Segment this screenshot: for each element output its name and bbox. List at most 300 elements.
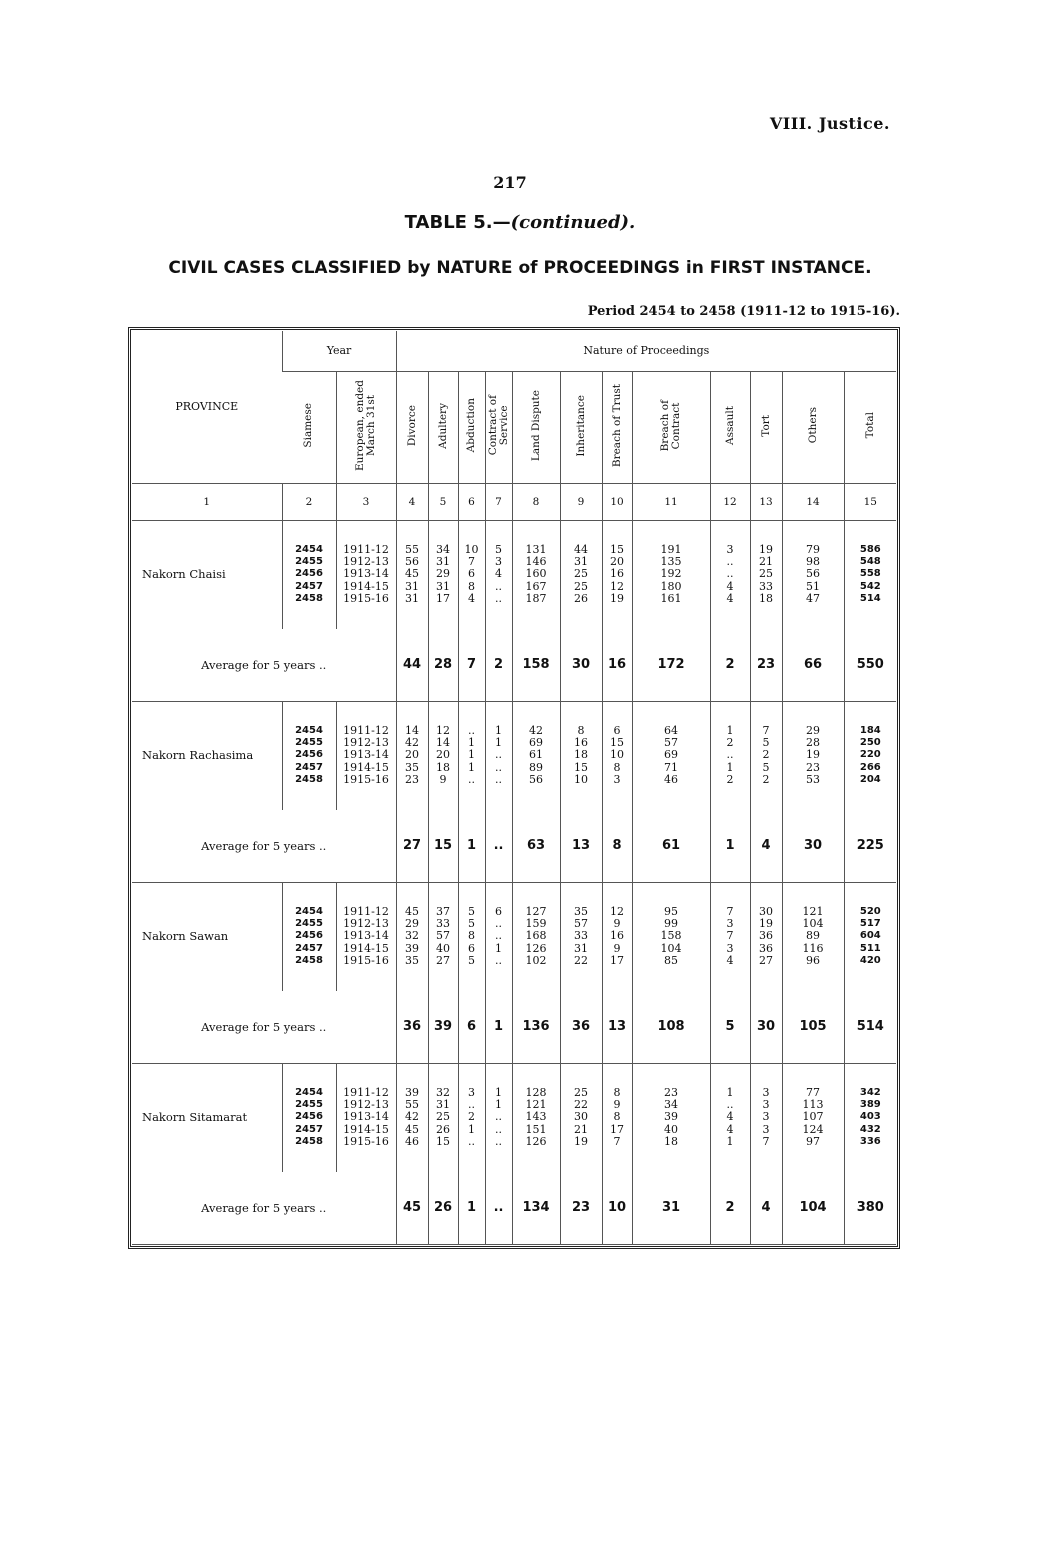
average-row [132,1172,896,1245]
cell-value: 31 [436,555,451,569]
average-value: 158 [512,629,560,702]
cell-value: 191 [660,542,682,556]
cell-value: 79 [806,542,821,556]
european-year-cell [336,701,396,810]
cell-value: 17 [436,591,451,605]
others-cell [782,1063,844,1172]
cell-value: 131 [525,542,547,556]
cell-value: 27 [436,953,451,967]
cell-value: 2455 [295,1099,323,1111]
col-number: 2 [282,483,336,520]
cell-value: 9 [613,941,621,955]
cell-value: 3 [726,941,734,955]
cell-value: 20 [610,555,625,569]
average-value: 104 [782,1172,844,1245]
average-value: 1 [485,991,512,1064]
assault-cell [710,520,750,629]
cell-value: 36 [759,929,774,943]
cell-value: 3 [726,917,734,931]
cell-value: 46 [664,772,679,786]
cell-value: 2457 [295,942,323,954]
cell-value: 2454 [295,724,323,736]
cell-value: 39 [405,1085,420,1099]
average-value: 28 [428,629,458,702]
average-value: 26 [428,1172,458,1245]
cell-value: 4 [495,567,503,581]
cell-value: 116 [802,941,824,955]
cell-value: .. [726,555,734,569]
cell-value: 17 [610,1122,625,1136]
cell-value: 45 [405,567,420,581]
cell-value: 23 [806,760,821,774]
average-value: 134 [512,1172,560,1245]
cell-value: 2456 [295,1111,323,1123]
breach-contract-cell [632,1063,710,1172]
cell-value: 604 [859,930,881,942]
others-cell [782,520,844,629]
average-value: 66 [782,629,844,702]
siamese-header: Siamese [282,371,336,483]
cell-value: 10 [464,542,479,556]
cell-value: 5 [762,736,770,750]
cell-value: 389 [859,1099,881,1111]
cell-value: 15 [436,1134,451,1148]
cell-value: 2457 [295,580,323,592]
cell-value: 1 [726,1085,734,1099]
col-number: 8 [512,483,560,520]
cell-value: 6 [495,904,503,918]
land-dispute-cell [512,1063,560,1172]
cell-value: 31 [436,1098,451,1112]
cell-value: 4 [726,1122,734,1136]
province-row [132,701,896,810]
average-value: 63 [512,810,560,883]
cell-value: 1911-12 [343,1085,389,1099]
average-value: 225 [844,810,896,883]
average-value: 1 [458,810,485,883]
cell-value: 5 [468,953,476,967]
cell-value: 5 [468,917,476,931]
cell-value: 1913-14 [343,929,389,943]
land-dispute-cell [512,701,560,810]
cell-value: .. [468,723,476,737]
average-value: 2 [485,629,512,702]
cell-value: 3 [762,1085,770,1099]
breach-trust-cell [602,882,632,991]
cell-value: 4 [468,591,476,605]
cell-value: 23 [405,772,420,786]
others-cell [782,882,844,991]
province-name: Nakorn Sawan [142,929,229,944]
col-number: 4 [396,483,428,520]
cell-value: .. [495,772,503,786]
cell-value: 12 [610,579,625,593]
cell-value: 9 [613,917,621,931]
others-cell [782,701,844,810]
cell-value: 25 [436,1110,451,1124]
cell-value: 6 [468,567,476,581]
average-value: .. [485,1172,512,1245]
cell-value: 18 [759,591,774,605]
divorce-cell [396,520,428,629]
average-value: 23 [750,629,782,702]
average-value: 30 [782,810,844,883]
average-row [132,991,896,1064]
cell-value: 5 [468,904,476,918]
cell-value: 57 [664,736,679,750]
cell-value: 127 [525,904,547,918]
cell-value: 22 [574,953,589,967]
cell-value: 33 [436,917,451,931]
cell-value: 37 [436,904,451,918]
cell-value: 2458 [295,773,323,785]
section-heading: VIII. Justice. [769,114,890,133]
cell-value: 2456 [295,930,323,942]
cell-value: .. [468,772,476,786]
cell-value: 56 [529,772,544,786]
province-name: Nakorn Sitamarat [142,1110,248,1125]
cell-value: 7 [762,723,770,737]
average-label: Average for 5 years .. [132,629,396,702]
col-number: 3 [336,483,396,520]
cell-value: 420 [859,954,881,966]
cell-value: 29 [405,917,420,931]
cell-value: 57 [436,929,451,943]
cell-value: 19 [759,917,774,931]
abduction-cell [458,882,485,991]
cell-value: 31 [436,579,451,593]
cell-value: 250 [859,737,881,749]
cell-value: 1915-16 [343,953,389,967]
col-number: 5 [428,483,458,520]
cell-value: 1914-15 [343,941,389,955]
tort-cell [750,882,782,991]
average-value: 2 [710,1172,750,1245]
cell-value: 3 [762,1122,770,1136]
cell-value: 161 [660,591,682,605]
average-value: 13 [560,810,602,883]
cell-value: 586 [859,543,881,555]
cell-value: 517 [859,918,881,930]
cell-value: 39 [405,941,420,955]
breach-contract-cell [632,882,710,991]
average-value: 172 [632,629,710,702]
cell-value: 6 [613,723,621,737]
cell-value: 432 [859,1123,881,1135]
col-number: 13 [750,483,782,520]
cell-value: 33 [574,929,589,943]
cell-value: 1912-13 [343,917,389,931]
cell-value: 113 [802,1098,824,1112]
cell-value: 31 [574,941,589,955]
total-cell [844,520,896,629]
european-header: European, ended March 31st [336,371,396,483]
cell-value: 18 [664,1134,679,1148]
average-value: 27 [396,810,428,883]
land-dispute-header: Land Dispute [512,371,560,483]
total-header: Total [844,371,896,483]
cell-value: 31 [405,579,420,593]
average-value: 5 [710,991,750,1064]
adultery-cell [428,882,458,991]
cell-value: 1 [468,748,476,762]
average-value: 1 [710,810,750,883]
divorce-cell [396,882,428,991]
cell-value: 4 [726,579,734,593]
cell-value: 2 [726,736,734,750]
province-row [132,1063,896,1172]
average-value: 1 [458,1172,485,1245]
cell-value: 69 [529,736,544,750]
cell-value: 14 [405,723,420,737]
cell-value: 2458 [295,1135,323,1147]
cell-value: 98 [806,555,821,569]
cell-value: 28 [806,736,821,750]
cell-value: 2456 [295,749,323,761]
cell-value: 25 [574,579,589,593]
average-value: 31 [632,1172,710,1245]
column-number-row [132,483,896,520]
cell-value: 15 [574,760,589,774]
cell-value: .. [495,591,503,605]
cell-value: 184 [859,724,881,736]
cell-value: 1 [495,941,503,955]
cell-value: 1 [468,736,476,750]
cell-value: 158 [660,929,682,943]
contract-service-cell [485,701,512,810]
cell-value: 1911-12 [343,542,389,556]
cell-value: 3 [726,542,734,556]
cell-value: 1 [495,723,503,737]
province-header: PROVINCE [132,331,282,483]
cell-value: 1913-14 [343,1110,389,1124]
cell-value: 1913-14 [343,748,389,762]
cell-value: 19 [574,1134,589,1148]
cell-value: .. [495,917,503,931]
cell-value: 26 [436,1122,451,1136]
abduction-header: Abduction [458,371,485,483]
cell-value: 1912-13 [343,1098,389,1112]
cell-value: 89 [806,929,821,943]
average-value: 30 [750,991,782,1064]
cell-value: 35 [405,760,420,774]
cell-value: 47 [806,591,821,605]
cell-value: 1915-16 [343,1134,389,1148]
cell-value: 27 [759,953,774,967]
col-number: 11 [632,483,710,520]
average-value: 44 [396,629,428,702]
cell-value: 89 [529,760,544,774]
cell-value: 102 [525,953,547,967]
cell-value: 2454 [295,543,323,555]
cell-value: 7 [726,929,734,943]
breach-contract-cell [632,520,710,629]
average-value: 7 [458,629,485,702]
cell-value: 7 [613,1134,621,1148]
cell-value: 2 [762,748,770,762]
table-title-main: TABLE 5.— [404,212,511,233]
cell-value: 40 [664,1122,679,1136]
cell-value: .. [495,760,503,774]
cell-value: .. [726,748,734,762]
cell-value: 342 [859,1086,881,1098]
tort-cell [750,701,782,810]
cell-value: 19 [806,748,821,762]
cell-value: 151 [525,1122,547,1136]
cell-value: 403 [859,1111,881,1123]
cell-value: 45 [405,1122,420,1136]
cell-value: .. [495,1122,503,1136]
cell-value: 2455 [295,918,323,930]
cell-value: 520 [859,905,881,917]
cell-value: 8 [468,929,476,943]
cell-value: 2458 [295,592,323,604]
average-label: Average for 5 years .. [132,991,396,1064]
cell-value: 121 [802,904,824,918]
cell-value: 2457 [295,1123,323,1135]
cell-value: 9 [439,772,447,786]
cell-value: 34 [664,1098,679,1112]
cell-value: 25 [574,567,589,581]
cell-value: 3 [762,1110,770,1124]
province-name: Nakorn Chaisi [142,567,226,582]
average-value: 6 [458,991,485,1064]
cell-value: 126 [525,1134,547,1148]
cell-value: 18 [436,760,451,774]
cell-value: 26 [574,591,589,605]
land-dispute-cell [512,520,560,629]
cell-value: 19 [610,591,625,605]
average-value: 108 [632,991,710,1064]
average-value: .. [485,810,512,883]
cell-value: 511 [859,942,881,954]
cell-value: 5 [762,760,770,774]
cell-value: 1913-14 [343,567,389,581]
average-value: 13 [602,991,632,1064]
civil-cases-table [132,331,896,1245]
siamese-year-cell [282,520,336,629]
cell-value: 6 [468,941,476,955]
cell-value: 71 [664,760,679,774]
col-number: 6 [458,483,485,520]
cell-value: 39 [664,1110,679,1124]
abduction-cell [458,701,485,810]
cell-value: 1 [468,760,476,774]
cell-value: 36 [759,941,774,955]
cell-value: 17 [610,953,625,967]
cell-value: 168 [525,929,547,943]
cell-value: 192 [660,567,682,581]
cell-value: 104 [660,941,682,955]
cell-value: 22 [574,1098,589,1112]
cell-value: 16 [610,567,625,581]
cell-value: 29 [436,567,451,581]
cell-value: 9 [613,1098,621,1112]
tort-cell [750,520,782,629]
average-value: 36 [396,991,428,1064]
contract-service-cell [485,1063,512,1172]
average-label: Average for 5 years .. [132,1172,396,1245]
cell-value: 3 [495,555,503,569]
cell-value: 2454 [295,1086,323,1098]
cell-value: 23 [664,1085,679,1099]
cell-value: 1914-15 [343,1122,389,1136]
cell-value: 204 [859,773,881,785]
cell-value: 35 [574,904,589,918]
col-number: 12 [710,483,750,520]
cell-value: 1912-13 [343,736,389,750]
cell-value: .. [495,953,503,967]
cell-value: .. [495,929,503,943]
table-body [132,520,896,1244]
cell-value: 187 [525,591,547,605]
cell-value: 97 [806,1134,821,1148]
average-row [132,629,896,702]
cell-value: 21 [574,1122,589,1136]
cell-value: 32 [436,1085,451,1099]
cell-value: 159 [525,917,547,931]
cell-value: 146 [525,555,547,569]
cell-value: 34 [436,542,451,556]
cell-value: 55 [405,542,420,556]
cell-value: 8 [613,760,621,774]
cell-value: 12 [610,904,625,918]
cell-value: 2 [468,1110,476,1124]
cell-value: 2454 [295,905,323,917]
province-name: Nakorn Rachasima [142,748,254,763]
average-row [132,810,896,883]
average-value: 380 [844,1172,896,1245]
cell-value: 2456 [295,568,323,580]
cell-value: 8 [613,1110,621,1124]
cell-value: 180 [660,579,682,593]
cell-value: 135 [660,555,682,569]
cell-value: 1 [726,1134,734,1148]
adultery-cell [428,520,458,629]
col-number: 7 [485,483,512,520]
breach-contract-cell [632,701,710,810]
average-value: 550 [844,629,896,702]
inheritance-cell [560,882,602,991]
cell-value: 29 [806,723,821,737]
abduction-cell [458,1063,485,1172]
cell-value: 104 [802,917,824,931]
cell-value: 1 [495,1098,503,1112]
siamese-year-cell [282,1063,336,1172]
average-value: 10 [602,1172,632,1245]
siamese-year-cell [282,882,336,991]
col-number: 10 [602,483,632,520]
cell-value: 96 [806,953,821,967]
cell-value: 20 [436,748,451,762]
cell-value: 107 [802,1110,824,1124]
main-title: CIVIL CASES CLASSIFIED by NATURE of PROCEEDINGS in FIRST INSTANCE. [168,258,872,278]
tort-header: Tort [750,371,782,483]
average-value: 15 [428,810,458,883]
cell-value: 2 [762,772,770,786]
cell-value: 2457 [295,761,323,773]
cell-value: 46 [405,1134,420,1148]
table-title [300,212,740,233]
cell-value: 4 [726,591,734,605]
cell-value: .. [726,567,734,581]
cell-value: 8 [577,723,585,737]
cell-value: 21 [759,555,774,569]
year-header: Year [282,331,396,371]
average-label: Average for 5 years .. [132,810,396,883]
cell-value: .. [495,1110,503,1124]
cell-value: 42 [405,1110,420,1124]
